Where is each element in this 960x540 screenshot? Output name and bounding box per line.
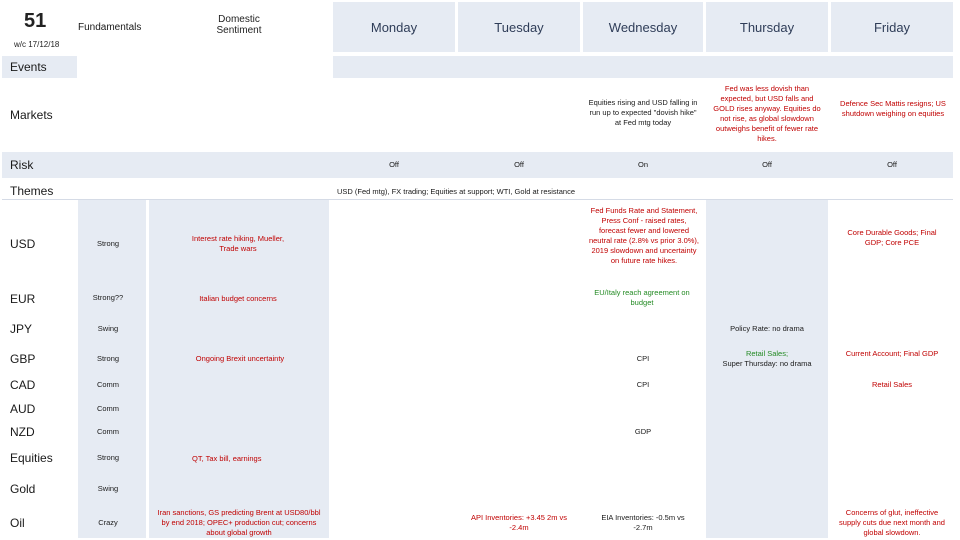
- sentiment-eur: Italian budget concerns: [199, 294, 277, 303]
- jpy-thursday: Policy Rate: no drama: [730, 324, 804, 333]
- week-number: 51: [24, 10, 47, 32]
- day-header-wednesday: Wednesday: [583, 2, 703, 52]
- row-label-eur: EUR: [10, 292, 36, 306]
- domestic-sentiment-header: Domestic Sentiment: [216, 14, 262, 36]
- row-separator: [2, 199, 953, 200]
- markets-thursday: Fed was less dovish than expected, but USD falls and GOLD rises anyway. Equities do not rise, as global slowdown outweighs benefit of fewer rate hikes.: [713, 84, 821, 143]
- day-header-tuesday: Tuesday: [458, 2, 580, 52]
- row-label-risk: Risk: [10, 158, 34, 172]
- gbp-thursday-retail: Retail Sales;: [745, 349, 789, 358]
- row-label-equities: Equities: [10, 451, 53, 465]
- fundamentals-nzd: Comm: [96, 427, 120, 436]
- fundamentals-eur: Strong??: [92, 293, 124, 302]
- cad-friday: Retail Sales: [871, 380, 913, 389]
- row-label-oil: Oil: [10, 516, 25, 530]
- risk-friday: Off: [887, 160, 897, 169]
- gbp-wednesday: CPI: [636, 354, 650, 363]
- row-label-markets: Markets: [10, 108, 53, 122]
- cad-wednesday: CPI: [636, 380, 650, 389]
- themes-text: USD (Fed mtg), FX trading; Equities at support; WTI, Gold at resistance: [337, 187, 576, 196]
- fundamentals-gbp: Strong: [96, 354, 120, 363]
- thursday-column-bg: [706, 200, 828, 538]
- fundamentals-equities: Strong: [96, 453, 120, 462]
- row-label-gold: Gold: [10, 482, 36, 496]
- risk-thursday: Off: [762, 160, 772, 169]
- row-label-themes: Themes: [10, 184, 54, 198]
- day-header-friday: Friday: [831, 2, 953, 52]
- sentiment-usd: Interest rate hiking, Mueller, Trade wars: [191, 234, 285, 253]
- row-label-nzd: NZD: [10, 425, 35, 439]
- usd-wednesday: Fed Funds Rate and Statement, Press Conf - raised rates, forecast fewer and lowered neutral rate (2.8% vs prior 3.0%), 2019 slowdown and uncertainty on future rate hikes.: [588, 206, 700, 265]
- fundamentals-usd: Strong: [96, 239, 120, 248]
- week-commencing: w/c 17/12/18: [14, 40, 60, 49]
- gbp-friday: Current Account; Final GDP: [845, 349, 939, 358]
- row-label-events: Events: [10, 60, 47, 74]
- usd-friday: Core Durable Goods; Final GDP; Core PCE: [847, 228, 937, 247]
- day-header-monday: Monday: [333, 2, 455, 52]
- fundamentals-gold: Swing: [97, 484, 119, 493]
- fundamentals-aud: Comm: [96, 404, 120, 413]
- row-label-jpy: JPY: [10, 322, 33, 336]
- nzd-wednesday: GDP: [634, 427, 652, 436]
- oil-friday: Concerns of glut, ineffective supply cuts due next month and global slowdown.: [839, 508, 945, 537]
- sentiment-gbp: Ongoing Brexit uncertainty: [195, 354, 285, 363]
- risk-tuesday: Off: [514, 160, 524, 169]
- sentiment-equities: QT, Tax bill, earnings: [192, 454, 262, 463]
- events-row-cells: [333, 56, 953, 78]
- day-header-thursday: Thursday: [706, 2, 828, 52]
- sentiment-oil: Iran sanctions, GS predicting Brent at USD80/bbl by end 2018; OPEC+ production cut; concerns about global growth: [157, 508, 321, 537]
- oil-tuesday: API Inventories: +3.45 2m vs -2.4m: [470, 513, 568, 532]
- eur-wednesday: EU/Italy reach agreement on budget: [594, 288, 690, 307]
- row-label-cad: CAD: [10, 378, 36, 392]
- row-label-gbp: GBP: [10, 352, 36, 366]
- fundamentals-oil: Crazy: [98, 518, 118, 527]
- risk-monday: Off: [389, 160, 399, 169]
- gbp-thursday-super: Super Thursday: no drama: [722, 359, 812, 368]
- fundamentals-header: Fundamentals: [78, 22, 142, 33]
- row-label-usd: USD: [10, 237, 36, 251]
- fundamentals-cad: Comm: [96, 380, 120, 389]
- markets-friday: Defence Sec Mattis resigns; US shutdown weighing on equities: [840, 99, 946, 118]
- fundamentals-jpy: Swing: [97, 324, 119, 333]
- row-label-aud: AUD: [10, 402, 36, 416]
- markets-wednesday: Equities rising and USD falling in run up to expected "dovish hike" at Fed mtg today: [588, 98, 698, 127]
- oil-wednesday: EIA Inventories: -0.5m vs -2.7m: [601, 513, 685, 532]
- risk-wednesday: On: [637, 160, 648, 169]
